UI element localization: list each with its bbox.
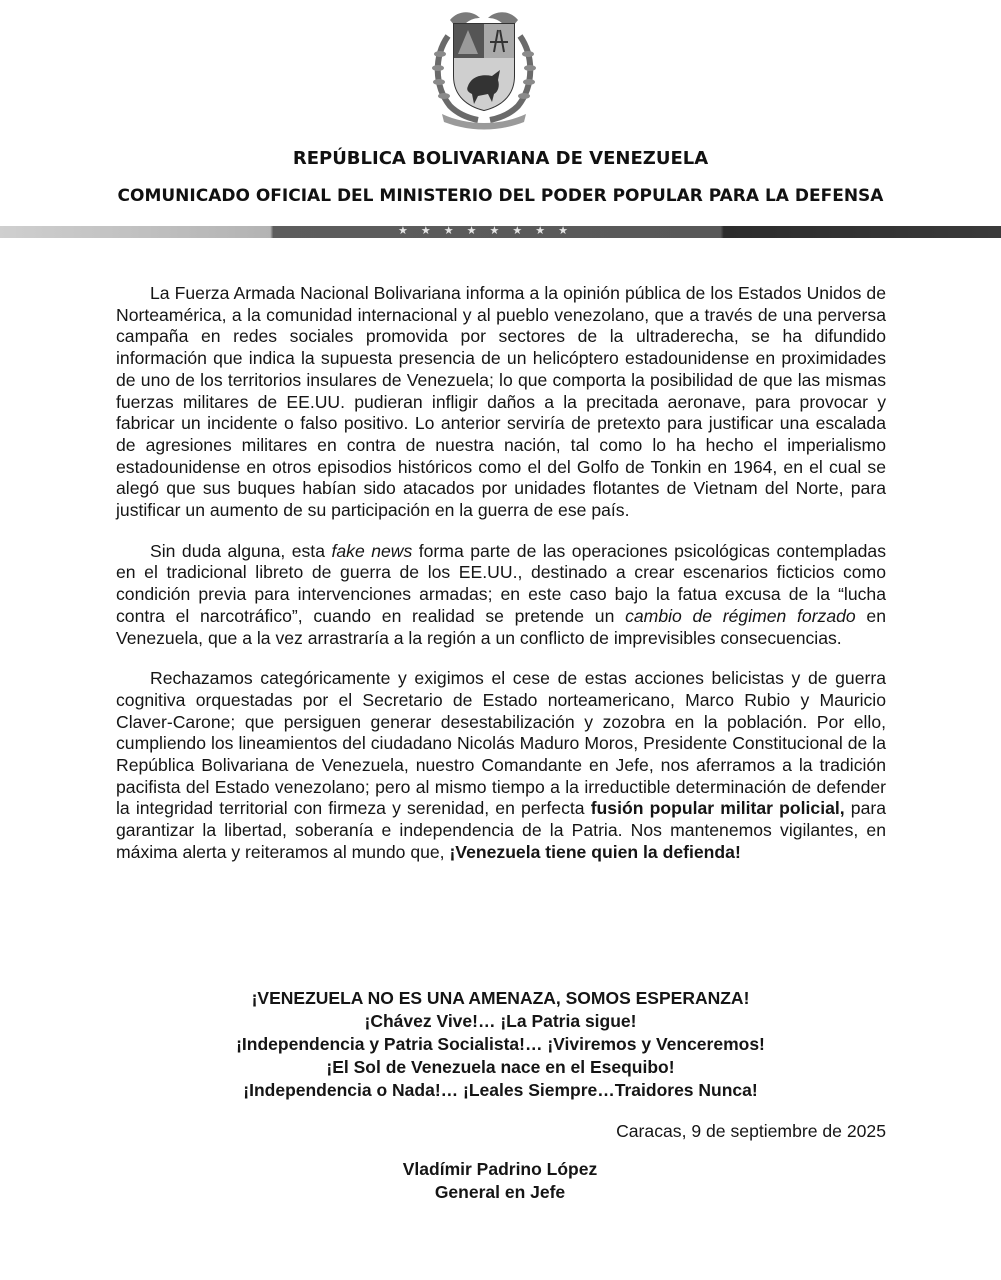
slogans-block bbox=[0, 987, 1001, 1102]
star-icon: ★ bbox=[535, 225, 546, 237]
country-heading: REPÚBLICA BOLIVARIANA DE VENEZUELA bbox=[292, 148, 709, 169]
slogan-line: ¡Chávez Vive!… ¡La Patria sigue! bbox=[364, 1011, 637, 1031]
slogan-line: ¡Independencia o Nada!… ¡Leales Siempre…Traidores Nunca! bbox=[243, 1080, 758, 1100]
paragraph-3: Rechazamos categóricamente y exigimos el cese de estas acciones belicistas y de guerra cognitiva orquestadas por el Secretario de Estado norteamericano, Marco Rubio y Mauricio Claver-Carone; que persiguen generar desestabilización y zozobra en la población. Por ello, cumpliendo los lineamientos del ciudadano Nicolás Maduro Moros, Presidente Constitucional de la República Bolivariana de Venezuela, nuestro Comandante en Jefe, nos aferramos a la tradición pacifista del Estado venezolano; pero al mismo tiempo a la irreductible determinación de defender la integridad territorial con firmeza y serenidad, en perfecta fusión popular militar policial, para garantizar la libertad, soberanía e independencia de la Patria. Nos mantenemos vigilantes, en máxima alerta y reiteramos al mundo que, ¡Venezuela tiene quien la defienda! bbox=[116, 668, 886, 862]
regime-change-term: cambio de régimen forzado bbox=[625, 605, 856, 626]
slogan-line: ¡Independencia y Patria Socialista!… ¡Viviremos y Venceremos! bbox=[236, 1034, 765, 1054]
star-icon: ★ bbox=[512, 225, 523, 237]
star-icon: ★ bbox=[443, 225, 454, 237]
dateline: Caracas, 9 de septiembre de 2025 bbox=[616, 1121, 886, 1141]
star-row bbox=[398, 225, 568, 238]
fake-news-term: fake news bbox=[331, 540, 413, 561]
star-icon: ★ bbox=[420, 225, 431, 237]
paragraph-2: Sin duda alguna, esta fake news forma parte de las operaciones psicológicas contempladas en el tradicional libreto de guerra de los EE.UU., destinado a crear escenarios ficticios como condición previa para intervenciones armadas; en este caso bajo la fatua excusa de la “lucha contra el narcotráfico”, cuando en realidad se pretende un cambio de régimen forzado en Venezuela, que a la vez arrastraría a la región a un conflicto de imprevisibles consecuencias. bbox=[116, 540, 886, 648]
communique-body bbox=[116, 283, 886, 883]
closing-exclamation: ¡Venezuela tiene quien la defienda! bbox=[449, 841, 741, 862]
signatory-name: Vladímir Padrino López bbox=[402, 1159, 598, 1179]
star-icon: ★ bbox=[398, 225, 408, 237]
paragraph-1: La Fuerza Armada Nacional Bolivariana informa a la opinión pública de los Estados Unidos de Norteamérica, a la comunidad internacional y al pueblo venezolano, que a través de una perversa campaña en redes sociales promovida por sectores de la ultraderecha, se ha difundido información que indica la supuesta presencia de un helicóptero estadounidense en proximidades de uno de los territorios insulares de Venezuela; lo que comporta la posibilidad de que las mismas fuerzas militares de EE.UU. pudieran infligir daños a la precitada aeronave, para provocar y fabricar un incidente o falso positivo. Lo anterior serviría de pretexto para justificar una escalada de agresiones militares en contra de nuestra nación, tal como lo ha hecho el imperialismo estadounidense en otros episodios históricos como el del Golfo de Tonkin en 1964, en el cual se alegó que sus buques habían sido atacados por unidades flotantes de Vietnam del Norte, para justificar un aumento de su participación en la guerra de ese país. bbox=[116, 283, 886, 521]
star-icon: ★ bbox=[489, 225, 500, 237]
communique-title: COMUNICADO OFICIAL DEL MINISTERIO DEL PODER POPULAR PARA LA DEFENSA bbox=[117, 186, 884, 206]
star-icon: ★ bbox=[558, 225, 568, 237]
slogan-line: ¡El Sol de Venezuela nace en el Esequibo! bbox=[326, 1057, 675, 1077]
signatory-role: General en Jefe bbox=[434, 1182, 566, 1202]
fusion-phrase: fusión popular militar policial, bbox=[590, 798, 845, 819]
slogan-line: ¡VENEZUELA NO ES UNA AMENAZA, SOMOS ESPERANZA! bbox=[251, 988, 750, 1008]
star-icon: ★ bbox=[466, 225, 477, 237]
coat-of-arms-icon bbox=[428, 6, 540, 134]
